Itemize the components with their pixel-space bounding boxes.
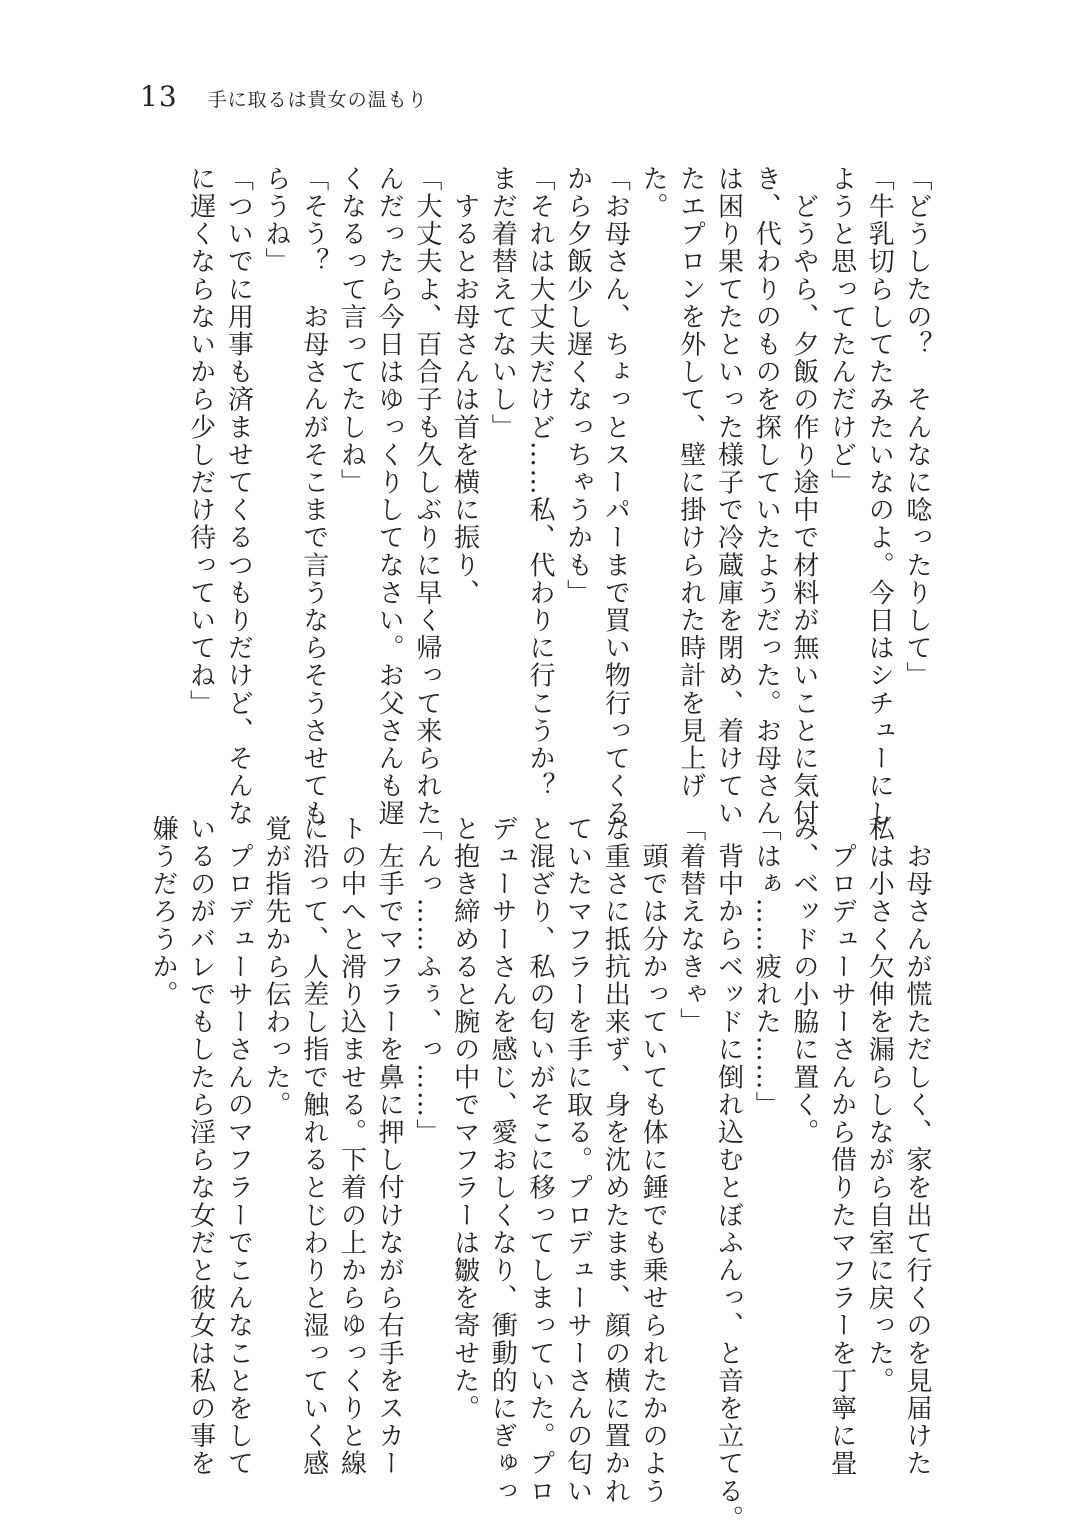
text-line: 「大丈夫よ、百合子も久しぶりに早く帰って来られた — [411, 165, 442, 828]
text-line: 覚が指先から伝わった。 — [261, 815, 292, 1119]
text-line: お母さんが慌ただしく、家を出て行くのを見届けた — [902, 815, 932, 1478]
text-line: と混ざり、私の匂いがそこに移ってしまっていた。プロ — [524, 815, 555, 1505]
text-line: たエプロンを外して、壁に掛けられた時計を見上げ — [675, 165, 706, 800]
text-line: 「そう？ お母さんがそこまで言うならそうさせても — [298, 165, 329, 828]
text-line: んだったら今日はゆっくりしてなさい。お父さんも遅 — [374, 165, 405, 828]
text-line: らうね」 — [261, 165, 292, 276]
text-line: から夕飯少し遅くなっちゃうかも」 — [562, 165, 593, 607]
text-line: デューサーさんを感じ、愛おしくなり、衝動的にぎゅっ — [487, 815, 518, 1505]
text-block-bottom — [147, 815, 935, 1533]
text-line: に沿って、人差し指で触れるとじわりと湿っていく感 — [298, 815, 329, 1478]
text-line: くなるって言ってたしね」 — [336, 165, 367, 497]
text-line: は困り果てたといった様子で冷蔵庫を閉め、着けてい — [713, 165, 744, 828]
text-line: プロデューサーさんから借りたマフラーを丁寧に畳 — [826, 815, 857, 1478]
text-block-top — [175, 165, 935, 828]
text-line: 背中からベッドに倒れ込むとぼふんっ、と音を立てる。 — [713, 815, 744, 1533]
text-line: た。 — [638, 165, 669, 221]
text-line: み、ベッドの小脇に置く。 — [788, 815, 819, 1147]
text-line: 「ついでに用事も済ませてくるつもりだけど、そんな — [223, 165, 254, 828]
text-line: いるのがバレでもしたら淫らな女だと彼女は私の事を — [185, 815, 216, 1478]
text-line: 嫌うだろうか。 — [147, 815, 178, 1009]
text-line: と抱き締めると腕の中でマフラーは皺を寄せた。 — [449, 815, 480, 1423]
text-line: 「それは大丈夫だけど……私、代わりに行こうか？ — [524, 165, 555, 800]
text-line: 「牛乳切らしてたみたいなのよ。今日はシチューにし — [864, 165, 895, 828]
text-line: 「はぁ……疲れた……」 — [751, 815, 782, 1119]
text-line: プロデューサーさんのマフラーでこんなことをして — [223, 815, 254, 1478]
text-line: 私は小さく欠伸を漏らしながら自室に戻った。 — [864, 815, 895, 1395]
text-line: どうやら、夕飯の作り途中で材料が無いことに気付 — [788, 165, 819, 828]
text-line: 頭では分かっていても体に錘でも乗せられたかのよう — [638, 815, 669, 1505]
text-line: するとお母さんは首を横に振り、 — [449, 165, 480, 607]
text-line: な重さに抵抗出来ず、身を沈めたまま、顔の横に置かれ — [600, 815, 631, 1505]
text-line: 左手でマフラーを鼻に押し付けながら右手をスカー — [374, 815, 405, 1478]
text-line: に遅くならないから少しだけ待っていてね」 — [185, 165, 216, 717]
text-line: き、代わりのものを探していたようだった。お母さん — [751, 165, 782, 828]
text-line: トの中へと滑り込ませる。下着の上からゆっくりと線 — [336, 815, 367, 1478]
chapter-title: 手に取るは貴女の温もり — [207, 89, 428, 111]
text-line: 「どうしたの？ そんなに唸ったりして」 — [902, 165, 932, 690]
text-line: 「んっ……ふぅ、っ……」 — [411, 815, 442, 1147]
text-line: 「お母さん、ちょっとスーパーまで買い物行ってくる — [600, 165, 631, 828]
text-line: まだ着替えてないし」 — [487, 165, 518, 441]
text-line: ていたマフラーを手に取る。プロデューサーさんの匂い — [562, 815, 593, 1505]
text-line: 「着替えなきゃ」 — [675, 815, 706, 1036]
running-header — [140, 80, 428, 112]
text-line: ようと思ってたんだけど」 — [826, 165, 857, 497]
page-number: 13 — [140, 80, 178, 113]
